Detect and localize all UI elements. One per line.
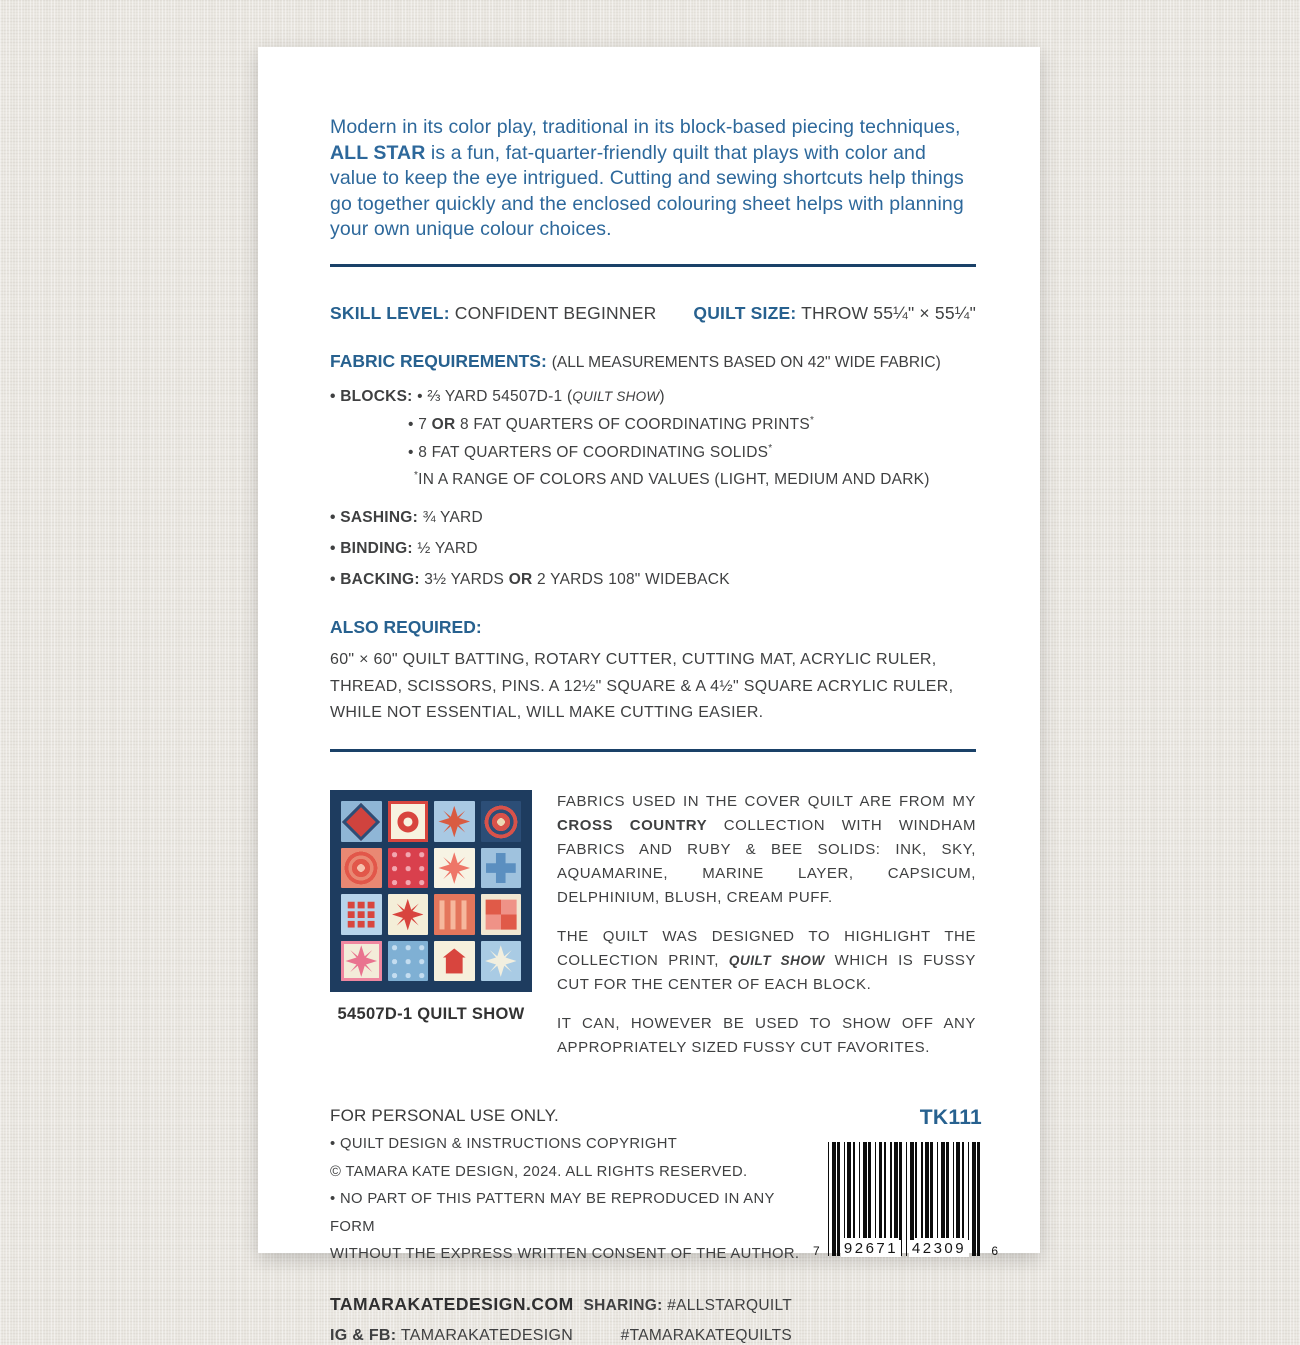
sub2-asterisk: * <box>768 442 773 454</box>
skill-level-value: CONFIDENT BEGINNER <box>454 302 657 323</box>
blocks-print-name: QUILT SHOW <box>572 388 660 404</box>
barcode-right-digit: 6 <box>991 1244 998 1259</box>
quilt-block-tile <box>481 848 522 889</box>
p1-post: COLLECTION WITH WINDHAM FABRICS AND RUBY & BEE SOLIDS: INK, SKY, AQUAMARINE, MARINE LAYER, CAPSICUM, DELPHINIUM, BLUSH, CREAM PUFF. <box>557 817 976 907</box>
fabric-info-paragraph-3: IT CAN, HOWEVER BE USED TO SHOW OFF ANY APPROPRIATELY SIZED FUSSY CUT FAVORITES. <box>557 1015 976 1057</box>
footnote-asterisk: * <box>414 469 419 481</box>
fabric-requirements-list <box>330 388 976 589</box>
quilt-block-tile <box>341 894 382 935</box>
fabric-info-section <box>330 790 976 1060</box>
p1-collection-name: CROSS COUNTRY <box>557 817 708 835</box>
quilt-block-tile <box>481 894 522 935</box>
fabric-requirements-heading: FABRIC REQUIREMENTS: <box>330 350 547 371</box>
fabric-caption: 54507D-1 QUILT SHOW <box>337 1005 525 1024</box>
also-required-heading-row <box>330 617 976 638</box>
binding-label: • BINDING: <box>330 539 413 557</box>
sharing-hashtag: #ALLSTARQUILT <box>667 1296 792 1314</box>
social-label: IG & FB: <box>330 1326 397 1344</box>
quilt-block-tile <box>481 941 522 982</box>
blocks-label: • BLOCKS: <box>330 387 413 405</box>
personal-use-line: FOR PERSONAL USE ONLY. <box>330 1106 559 1126</box>
fabric-info-paragraph-2 <box>557 925 976 997</box>
quilt-block-tile <box>434 941 475 982</box>
p2-pre: THE QUILT WAS DESIGNED TO HIGHLIGHT THE COLLECTION PRINT, <box>557 928 976 970</box>
p1-pre: FABRICS USED IN THE COVER QUILT ARE FROM MY <box>557 793 976 811</box>
binding-value: ½ YARD <box>417 539 478 557</box>
backing-post: 2 YARDS 108" WIDEBACK <box>532 570 730 588</box>
social-line <box>330 1327 584 1345</box>
social-handle: TAMARAKATEDESIGN <box>400 1326 574 1344</box>
p2-print-name: QUILT SHOW <box>728 953 825 969</box>
sharing-label: SHARING: <box>583 1296 663 1314</box>
binding-line <box>330 540 976 558</box>
also-required-heading: ALSO REQUIRED: <box>330 616 482 637</box>
sub1-pre: • 7 <box>408 415 432 433</box>
pattern-back-cover-card <box>258 47 1040 1344</box>
quilt-size-value: THROW 55¼" × 55¼" <box>801 302 976 323</box>
pattern-code: TK111 <box>919 1106 982 1130</box>
links-block <box>330 1294 792 1345</box>
copyright-block <box>330 1131 810 1269</box>
section-divider-bottom <box>330 749 976 752</box>
fabric-swatch-column <box>330 790 532 1060</box>
blocks-text-pre: • ⅔ YARD 54507D-1 ( <box>417 387 573 405</box>
intro-text-post: is a fun, fat-quarter-friendly quilt that plays with color and value to keep the eye intrigued. Cutting and sewing shortcuts help things go together quickly and the enclosed colouring sheet helps with planning your own unique colour choices. <box>330 141 964 241</box>
skill-level-label: SKILL LEVEL: <box>330 302 450 323</box>
blocks-sub-line-2 <box>408 443 976 462</box>
fabric-requirements-heading-row <box>330 351 976 372</box>
specs-row <box>330 303 976 324</box>
footer-right-column <box>810 1106 998 1345</box>
quilt-size-label: QUILT SIZE: <box>693 302 797 323</box>
quilt-block-tile <box>388 848 429 889</box>
quilt-block-tile <box>434 894 475 935</box>
upc-barcode <box>813 1142 998 1259</box>
quilt-block-tile <box>388 894 429 935</box>
fabric-info-paragraph-1 <box>557 790 976 910</box>
backing-pre: 3½ YARDS <box>424 570 509 588</box>
sub2-text: • 8 FAT QUARTERS OF COORDINATING SOLIDS <box>408 443 769 461</box>
backing-or: OR <box>508 570 533 588</box>
section-divider-top <box>330 264 976 267</box>
copyright-line-3: • NO PART OF THIS PATTERN MAY BE REPRODUCED IN ANY FORM <box>330 1191 775 1235</box>
quilts-hashtag: #TAMARAKATEQUILTS <box>620 1326 792 1344</box>
blocks-sub-line-1 <box>408 415 976 434</box>
copyright-line-2: © TAMARA KATE DESIGN, 2024. ALL RIGHTS RESERVED. <box>330 1163 748 1180</box>
quilt-show-fabric-image <box>330 790 532 992</box>
p2-post: WHICH IS FUSSY CUT FOR THE CENTER OF EACH BLOCK. <box>557 952 976 994</box>
sashing-line <box>330 509 976 527</box>
sub1-asterisk: * <box>809 414 815 426</box>
quilt-block-tile <box>341 848 382 889</box>
barcode-group-2: 42309 <box>909 1240 969 1257</box>
quilt-block-tile <box>434 848 475 889</box>
intro-paragraph <box>330 115 976 243</box>
fabric-requirements-note: (ALL MEASUREMENTS BASED ON 42" WIDE FABRIC) <box>551 353 941 371</box>
barcode-left-digit: 7 <box>813 1244 820 1259</box>
blocks-text-post: ) <box>659 387 665 405</box>
quilt-block-tile <box>388 941 429 982</box>
footer-section <box>330 1106 998 1345</box>
blocks-footnote <box>414 470 976 489</box>
copyright-line-4: WITHOUT THE EXPRESS WRITTEN CONSENT OF THE AUTHOR. <box>330 1246 800 1263</box>
barcode-group-1: 92671 <box>841 1240 901 1257</box>
sub1-post: 8 FAT QUARTERS OF COORDINATING PRINTS <box>455 415 810 433</box>
quilt-size <box>693 303 976 324</box>
sashing-value: ¾ YARD <box>422 508 483 526</box>
quilt-block-tile <box>341 941 382 982</box>
fabric-info-text <box>557 790 976 1060</box>
intro-pattern-name: ALL STAR <box>330 141 426 164</box>
quilt-block-tile <box>481 801 522 842</box>
footer-left-column <box>330 1106 810 1345</box>
backing-line <box>330 571 976 589</box>
quilt-block-tile <box>388 801 429 842</box>
sub1-or: OR <box>431 415 456 433</box>
quilt-block-tile <box>434 801 475 842</box>
intro-text-pre: Modern in its color play, traditional in its block-based piecing techniques, <box>330 116 961 138</box>
barcode-bars <box>828 1142 982 1256</box>
website-url: TAMARAKATEDESIGN.COM <box>330 1293 574 1314</box>
also-required-body: 60" × 60" QUILT BATTING, ROTARY CUTTER, CUTTING MAT, ACRYLIC RULER, THREAD, SCISSORS, PINS. A 12½" SQUARE & A 4½" SQUARE ACRYLIC RULER, WHILE NOT ESSENTIAL, WILL MAKE CUTTING EASIER. <box>330 650 954 722</box>
skill-level <box>330 303 656 324</box>
backing-label: • BACKING: <box>330 570 420 588</box>
copyright-line-1: • QUILT DESIGN & INSTRUCTIONS COPYRIGHT <box>330 1136 678 1153</box>
footnote-text: IN A RANGE OF COLORS AND VALUES (LIGHT, MEDIUM AND DARK) <box>418 470 930 488</box>
quilt-block-tile <box>341 801 382 842</box>
blocks-line <box>330 388 976 406</box>
sashing-label: • SASHING: <box>330 508 419 526</box>
